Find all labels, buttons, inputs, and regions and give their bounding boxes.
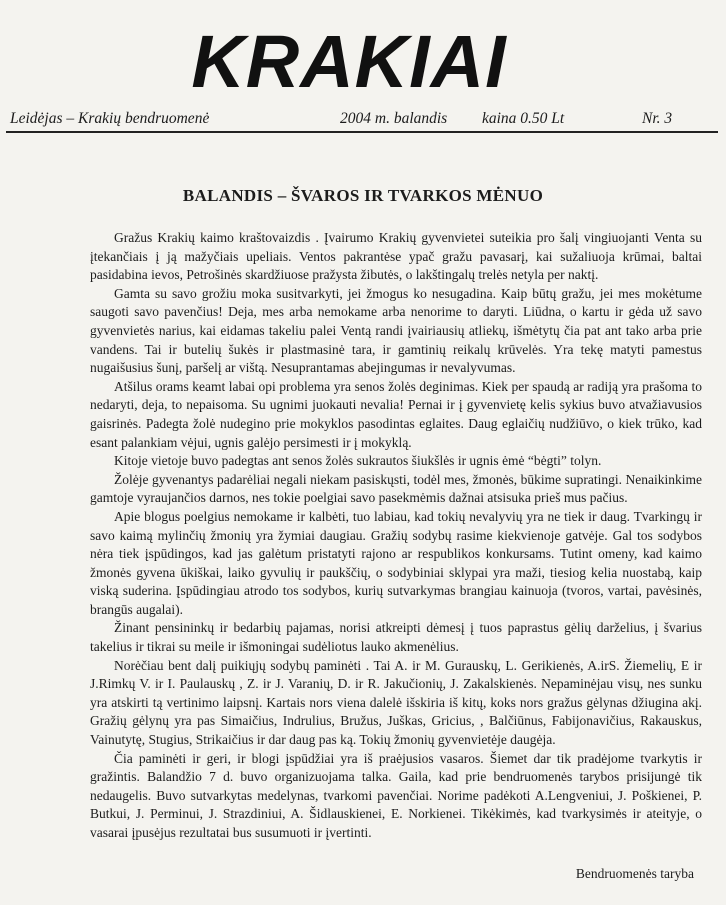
issue-number: Nr. 3 [642, 110, 673, 127]
article-paragraph: Gražus Krakių kaimo kraštovaizdis . Įvairumo Krakių gyvenvietei suteikia pro šalį vingiuojanti Venta su įtekančiais į ją mažyčiais upeliais. Ventos pakrantėse ypač gražu pavasarį, kai sužaliuoja krūmai, baltai pasidabina ievos, Petrošinės skardžiuose pražysta žibutės, o lakštingalų trelės netyla per naktį. [90, 230, 702, 283]
masthead [0, 22, 726, 102]
article-paragraph: Gamta su savo grožiu moka susitvarkyti, jei žmogus ko nesugadina. Kaip būtų gražu, jei mes mokėtume saugoti savo pavenčius! Deja, mes arba nemokame arba nenorime to daryti. Liūdna, o kartu ir gėda už savo gyvenvietės narius, kai eidamas takeliu palei Ventą randi įvairiausių atliekų, išmėtytų čia pat ant tako arba prie vandens. Tai ir butelių šukės ir plastmasinė tara, ir gamtinių reikalų krūvelės. Yra tekę matyti pamestus nugaišusius šunį, paršelį ar vištą. Nesuprantamas abejingumas ir nevalyvumas. [90, 285, 702, 376]
issue-price: kaina 0.50 Lt [482, 110, 565, 127]
article-paragraph: Čia paminėti ir geri, ir blogi įspūdžiai yra iš praėjusios vasaros. Šiemet dar tik pradėjome tvarkytis ir gražintis. Balandžio 7 d. buvo organizuojama talka. Gaila, kad prie bendruomenės tarybos prisijungė tik nedaugelis. Buvo sutvarkytas medelynas, tvarkomi pavenčiai. Norime padėkoti A.Lengveniui, J. Poškienei, P. Butkui, J. Perminui, J. Strazdiniui, A. Šidlauskienei, E. Norkienei. Tikėkimės, kad tvarkysimės ir ateityje, o vasarai įpusėjus rezultatai bus susumuoti ir įvertinti. [90, 750, 702, 840]
article-paragraph: Apie blogus poelgius nemokame ir kalbėti, tuo labiau, kad tokių nevalyvių yra ne tiek ir daug. Tvarkingų ir savo kaimą mylinčių žmonių yra žymiai daugiau. Gražių sodybų rasime kiekvienoje gatvėje. Gal tos sodybos nėra tiek įspūdingos, kad jas galėtum pristatyti rajono ar respublikos konkursams. Tutint omeny, kad kaimo žmonės gyvena ūkiškai, laiko gyvulių ir paukščių, o sodybiniai sklypai yra maži, tiesiog kelia nuostabą, kaip viską suderina. Įspūdingiau atrodo tos sodybos, kurių sutvarkymas brangiau kainuoja (tvoros, vartai, pavėsinės, brangūs augalai). [90, 508, 702, 617]
article-signature: Bendruomenės taryba [575, 866, 694, 881]
article-headline: BALANDIS – ŠVAROS IR TVARKOS MĖNUO [182, 186, 544, 205]
newspaper-title: KRAKIAI [191, 20, 507, 103]
article-paragraph: Atšilus orams keamt labai opi problema yra senos žolės deginimas. Kiek per spaudą ar radiją yra prašoma to nedaryti, deja, to nepaisoma. Su ugnimi juokauti nevalia! Pernai ir į gyvenvietę kelis sykius buvo atvažiavusios gaisrinės. Padegta žolė nudegino prie mokyklos pasodintas eglaites. Daug eglaičių nudžiūvo, o kiek trūko, kad esant palankiam vėjui, ugnis galėjo persimesti ir į mokyklą. [90, 378, 702, 450]
article-paragraph: Žinant pensininkų ir bedarbių pajamas, norisi atkreipti dėmesį į tuos paprastus gėlių darželius, į švarius takelius ir tikrai su meile ir išmoningai sudėliotus lauko akmenėlius. [90, 620, 702, 655]
publication-info [10, 108, 716, 130]
issue-date: 2004 m. balandis [340, 110, 448, 127]
article-body [90, 229, 702, 843]
publisher-text: Leidėjas – Krakių bendruomenė [10, 110, 210, 127]
article-paragraph: Kitoje vietoje buvo padegtas ant senos žolės sukrautos šiukšlės ir ugnis ėmė “bėgti” tolyn. [114, 453, 602, 469]
article-paragraph: Žolėje gyvenantys padarėliai negali niekam pasiskųsti, todėl mes, žmonės, būkime supratingi. Nenaikinkime gamtoje vyraujančios darnos, nes tokie poelgiai savo pasekmėmis dažnai atsisuka prieš mus pačius. [90, 471, 702, 506]
article-paragraph: Norėčiau bent dalį puikiųjų sodybų paminėti . Tai A. ir M. Gurauskų, L. Gerikienės, A.irS. Žiemelių, E ir J.Rimkų V. ir I. Paulauskų , Z. ir J. Varanių, D. ir R. Jakučionių, J. Zakalskienės. Nepaminėjau visų, nes sunku yra atskirti tą vertinimo laipsnį. Kartais nors viena dalelė išskiria iš kitų, koks nors gražus gėlynas džiugina akį. Gražių gėlynų yra pas Simaičius, Indrulius, Bružus, Juškas, Gricius, , Balčiūnus, Fabijonavičius, Rakauskus, Vainutytę, Stugius, Strikaičius ir dar daug pas ką. Tokių žmonių gyvenvietėje daugėja. [90, 657, 702, 748]
masthead-divider [6, 131, 718, 133]
